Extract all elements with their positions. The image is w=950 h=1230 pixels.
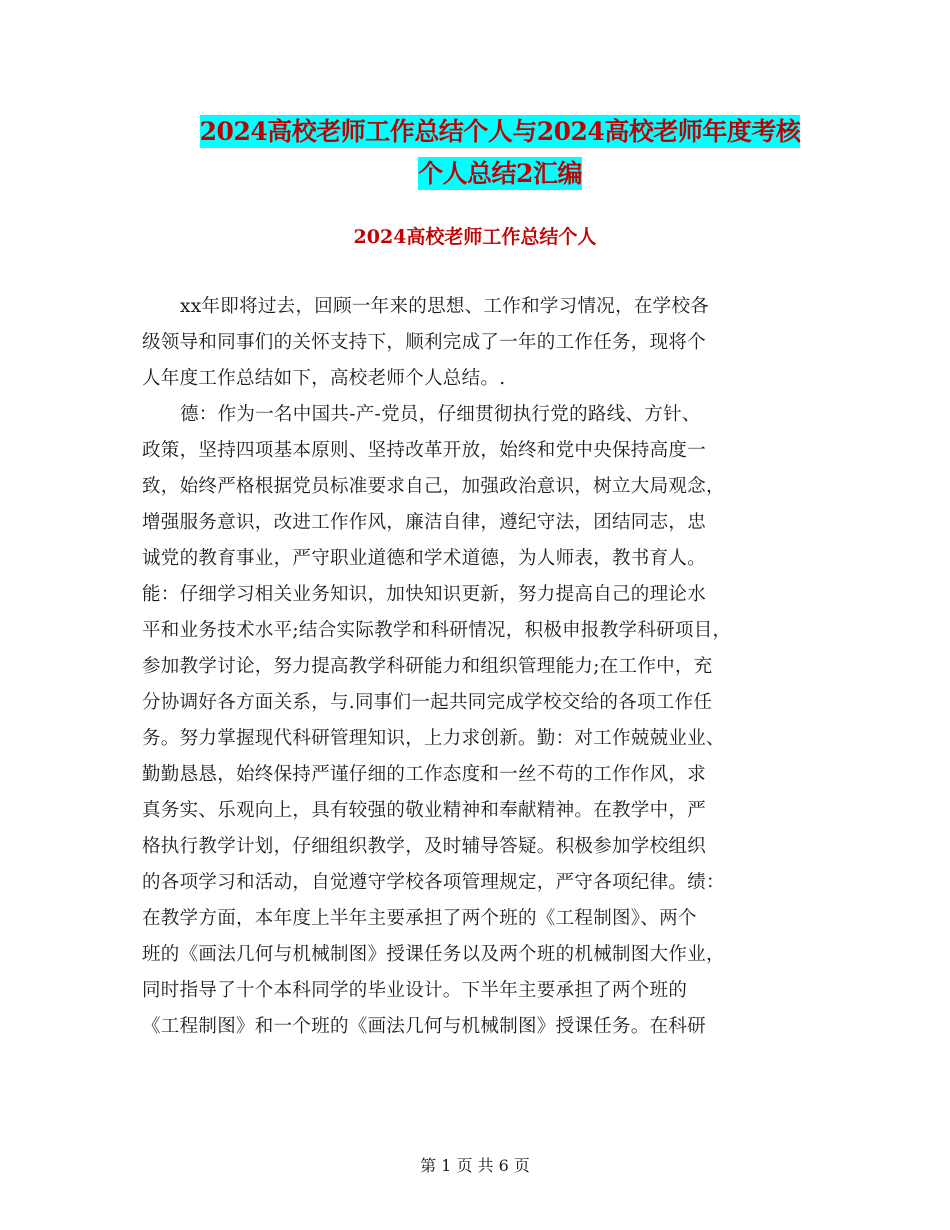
text-line: 真务实、乐观向上，具有较强的敬业精神和奉献精神。在教学中，严	[142, 800, 707, 821]
document-title-line-1	[100, 115, 900, 149]
document-title-line-2	[100, 157, 900, 191]
text-line: 平和业务技术水平;结合实际教学和科研情况，积极申报教学科研项目，	[142, 620, 732, 641]
text-line: 人年度工作总结如下，高校老师个人总结。.	[142, 368, 506, 389]
text-line: 诚党的教育事业，严守职业道德和学术道德，为人师表，教书育人。	[142, 548, 707, 569]
text-line: 的各项学习和活动，自觉遵守学校各项管理规定，严守各项纪律。绩：	[142, 872, 725, 893]
text-line: 勤勤恳恳，始终保持严谨仔细的工作态度和一丝不苟的工作作风，求	[142, 764, 707, 785]
text-line: 《工程制图》和一个班的《画法几何与机械制图》授课任务。在科研	[142, 1016, 707, 1037]
text-line: xx年即将过去，回顾一年来的思想、工作和学习情况，在学校各	[180, 296, 710, 317]
page-number: 第 1 页 共 6 页	[420, 1156, 530, 1175]
text-line: 在教学方面，本年度上半年主要承担了两个班的《工程制图》、两个	[142, 908, 697, 929]
text-line: 班的《画法几何与机械制图》授课任务以及两个班的机械制图大作业，	[142, 944, 725, 965]
text-line: 级领导和同事们的关怀支持下，顺利完成了一年的工作任务，现将个	[142, 332, 707, 353]
text-line: 致，始终严格根据党员标准要求自己，加强政治意识，树立大局观念，	[142, 476, 725, 497]
text-line: 格执行教学计划，仔细组织教学，及时辅导答疑。积极参加学校组织	[142, 836, 707, 857]
section-heading: 2024高校老师工作总结个人	[353, 226, 597, 248]
document-title-text-2: 个人总结2汇编	[418, 159, 582, 188]
page-footer	[0, 1155, 950, 1177]
text-line: 政策，坚持四项基本原则、坚持改革开放，始终和党中央保持高度一	[142, 440, 707, 461]
text-line: 同时指导了十个本科同学的毕业设计。下半年主要承担了两个班的	[142, 980, 688, 1001]
text-line: 务。努力掌握现代科研管理知识，上力求创新。勤：对工作兢兢业业、	[142, 728, 725, 749]
text-line: 德：作为一名中国共-产-党员，仔细贯彻执行党的路线、方针、	[180, 404, 701, 425]
text-line: 能：仔细学习相关业务知识，加快知识更新，努力提高自己的理论水	[142, 584, 707, 605]
text-line: 参加教学讨论，努力提高教学科研能力和组织管理能力;在工作中，充	[142, 656, 713, 677]
text-line: 增强服务意识，改进工作作风，廉洁自律，遵纪守法，团结同志，忠	[142, 512, 707, 533]
document-title-text-1: 2024高校老师工作总结个人与2024高校老师年度考核	[199, 117, 801, 146]
text-line: 分协调好各方面关系，与.同事们一起共同完成学校交给的各项工作任	[142, 692, 713, 713]
